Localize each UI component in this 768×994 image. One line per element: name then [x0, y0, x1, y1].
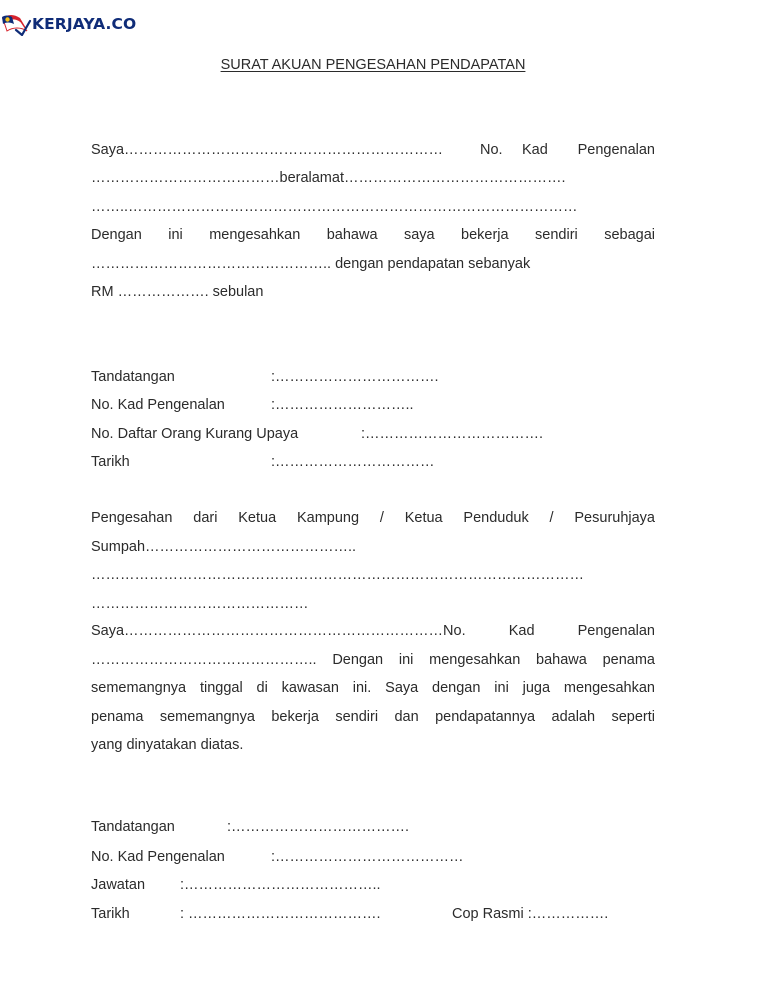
document-title: SURAT AKUAN PENGESAHAN PENDAPATAN: [220, 57, 526, 73]
declaration-line-1: Saya………………………………………………………… No. Kad Pengenalan: [91, 136, 655, 164]
declaration-line-4: Dengan ini mengesahkan bahawa saya bekerja sendiri sebagai: [91, 227, 655, 243]
signature2-tarikh: Tarikh : …………………………………. Cop Rasmi :…………….: [91, 900, 651, 928]
verification-line-6: ……………………………………….. Dengan ini mengesahkan bahawa penama: [91, 652, 655, 668]
official-stamp-field: Cop Rasmi :…………….: [452, 906, 609, 922]
verification-line-4: ………………………………………: [91, 596, 309, 612]
income-line: RM ………………. sebulan: [91, 284, 264, 300]
signature1-tandatangan: Tandatangan :…………………………….: [91, 369, 439, 385]
signature1-oku: No. Daftar Orang Kurang Upaya :……………………………….: [91, 426, 544, 442]
verification-line-1: Pengesahan dari Ketua Kampung / Ketua Penduduk / Pesuruhjaya: [91, 510, 655, 526]
verification-line-8: penama sememangnya bekerja sendiri dan pendapatannya adalah seperti: [91, 709, 655, 725]
address-continued: ……..…………………………………………………………………………………: [91, 199, 578, 215]
verification-line-9: yang dinyatakan diatas.: [91, 737, 244, 753]
signature2-jawatan: Jawatan :…………………………………..: [91, 877, 381, 893]
signature2-kad: No. Kad Pengenalan :…………………………………: [91, 849, 464, 865]
brand-name: KERJAYA.CO: [32, 15, 137, 33]
brand-logo[interactable]: [0, 12, 136, 36]
malaysia-flag-icon: [0, 12, 32, 36]
signature1-kad: No. Kad Pengenalan :………………………..: [91, 397, 414, 413]
verification-line-3: …………………………………………………………………………………………: [91, 567, 584, 583]
verification-line-2: Sumpah……………………………………..: [91, 539, 357, 555]
address-line: …………………………………beralamat……………………………………….: [91, 170, 566, 186]
signature1-tarikh: Tarikh :……………………………: [91, 454, 435, 470]
signature2-tandatangan: Tandatangan :……………………………….: [91, 819, 410, 835]
name-field: Saya…………………………………………………………: [91, 142, 444, 158]
verification-line-7: sememangnya tinggal di kawasan ini. Saya dengan ini juga mengesahkan: [91, 680, 655, 696]
occupation-line: ………………………………………….. dengan pendapatan sebanyak: [91, 256, 531, 272]
verification-line-5: Saya…………………………………………………………No. Kad Pengenalan: [91, 623, 656, 639]
